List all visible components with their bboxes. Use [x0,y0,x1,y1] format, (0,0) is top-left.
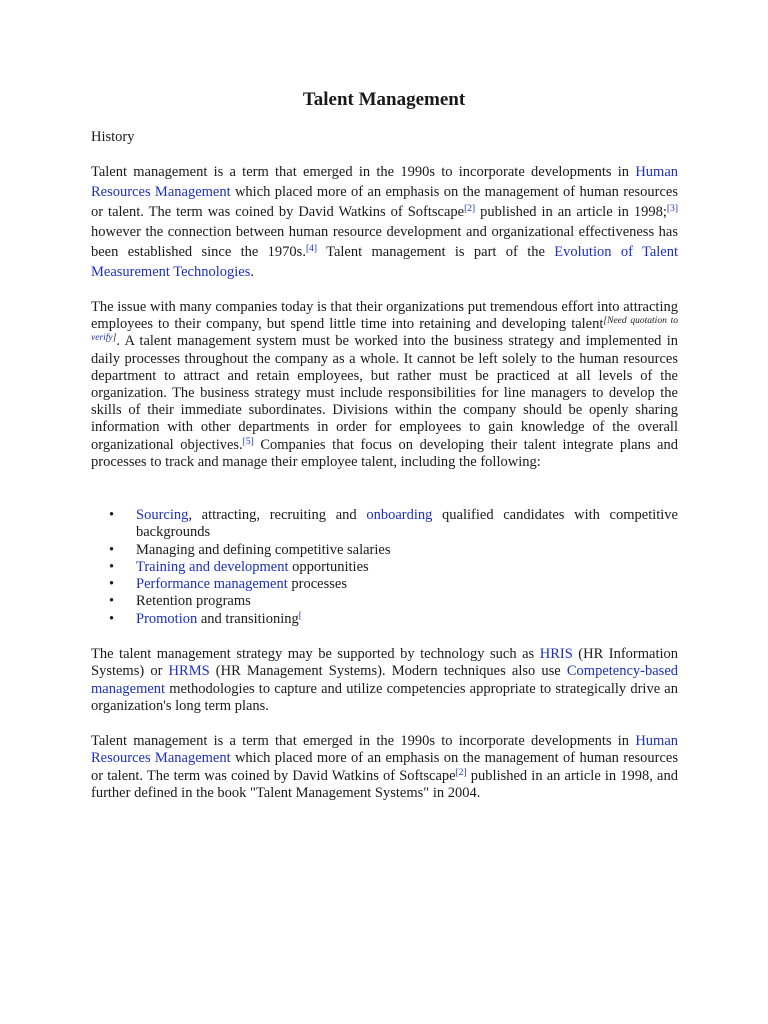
text: which placed more of an emphasis on the management of human resources or talent. The term was coined by David Watkins of Softscape [91,750,678,784]
bullet-icon: • [109,610,115,627]
list-item [91,542,678,559]
text: processes [287,576,347,593]
list-item [91,611,678,628]
text: The talent management strategy may be supported by technology such as [91,646,540,662]
text: . [250,264,255,280]
link-sourcing[interactable]: Sourcing [136,507,189,523]
link-training-development[interactable]: Training and development [136,558,289,575]
text: (HR Management Systems). Modern techniques also use [209,663,567,680]
list-item [91,559,678,576]
text: . A talent management system must be worked into the business strategy and implemented in daily processes throughout the company as a whole. It cannot be left solely to the human resources department to attract and retain employees, but rather must be practiced at all levels of the organization. The business strategy must include responsibilities for line managers to develop the skills of their immediate subordinates. Divisions within the company should be openly sharing information with other departments in order for employees to gain knowledge of the overall organizational objectives. [91,333,678,453]
paragraph-intro [91,162,678,282]
text: however the connection between human resource development and organizational effectiveness has been established since the 1970s. [91,224,678,260]
link-evolution-talent-measurement[interactable]: Evolution of Talent Measurement Technologies [91,244,678,280]
citation-2[interactable]: [2] [455,767,467,778]
link-verify[interactable]: verify [91,333,113,344]
text: Companies that focus on developing their talent integrate plans and processes to track and manage their employee talent, including the following: [91,436,678,470]
citation-partial[interactable]: [ [298,610,302,621]
link-hris[interactable]: HRIS [539,646,573,662]
text: which placed more of an emphasis on the management of human resources or talent. The term was coined by David Watkins of Softscape [91,184,678,220]
note-close: ] [112,333,117,344]
citation-3[interactable]: [3] [666,204,678,214]
bullet-icon: • [109,558,115,575]
citation-2[interactable]: [2] [464,204,476,214]
list-item [91,507,678,542]
bullet-icon: • [109,541,115,558]
text: published in an article in 1998, and further defined in the book "Talent Management Systems" in 2004. [91,767,678,801]
note-open: [Need quotation to [603,316,678,327]
text: Managing and defining competitive salaries [136,541,391,558]
text: opportunities [288,558,369,575]
bullet-icon: • [109,593,115,610]
link-human-resources-management[interactable]: Human Resources Management [91,164,678,200]
bullet-icon: • [109,507,115,523]
text: , attracting, recruiting and [188,507,367,523]
text: Talent management is part of the [317,244,555,260]
paragraph-definition [91,733,678,802]
citation-5[interactable]: [5] [242,436,254,447]
section-heading: History [91,129,135,145]
text: Talent management is a term that emerged in the 1990s to incorporate developments in [91,733,636,749]
paragraph-technology [91,646,678,715]
link-onboarding[interactable]: onboarding [366,507,433,523]
practices-list [91,507,678,628]
text: Talent management is a term that emerged in the 1990s to incorporate developments in [91,164,636,180]
text: (HR Information Systems) or [91,646,679,680]
text: methodologies to capture and utilize competencies appropriate to strategically drive an organization's long term plans. [91,680,678,714]
page-title: Talent Management [302,89,466,110]
paragraph-issue [91,299,678,471]
text: and transitioning [197,610,299,627]
text: qualified candidates with competitive backgrounds [136,507,678,541]
link-competency-based-management[interactable]: Competency-based management [91,663,679,697]
link-human-resources-management[interactable]: Human Resources Management [91,733,678,767]
citation-4[interactable]: [4] [305,244,318,254]
bullet-icon: • [109,576,115,593]
link-promotion[interactable]: Promotion [136,610,198,627]
list-item [91,593,678,610]
link-hrms[interactable]: HRMS [168,663,210,680]
text: The issue with many companies today is that their organizations put tremendous effort into attracting employees to their company, but spend little time into retaining and developing talent [91,299,678,333]
list-item [91,576,678,593]
text: published in an article in 1998; [475,204,667,220]
link-performance-management[interactable]: Performance management [136,576,288,593]
text: Retention programs [136,593,251,610]
